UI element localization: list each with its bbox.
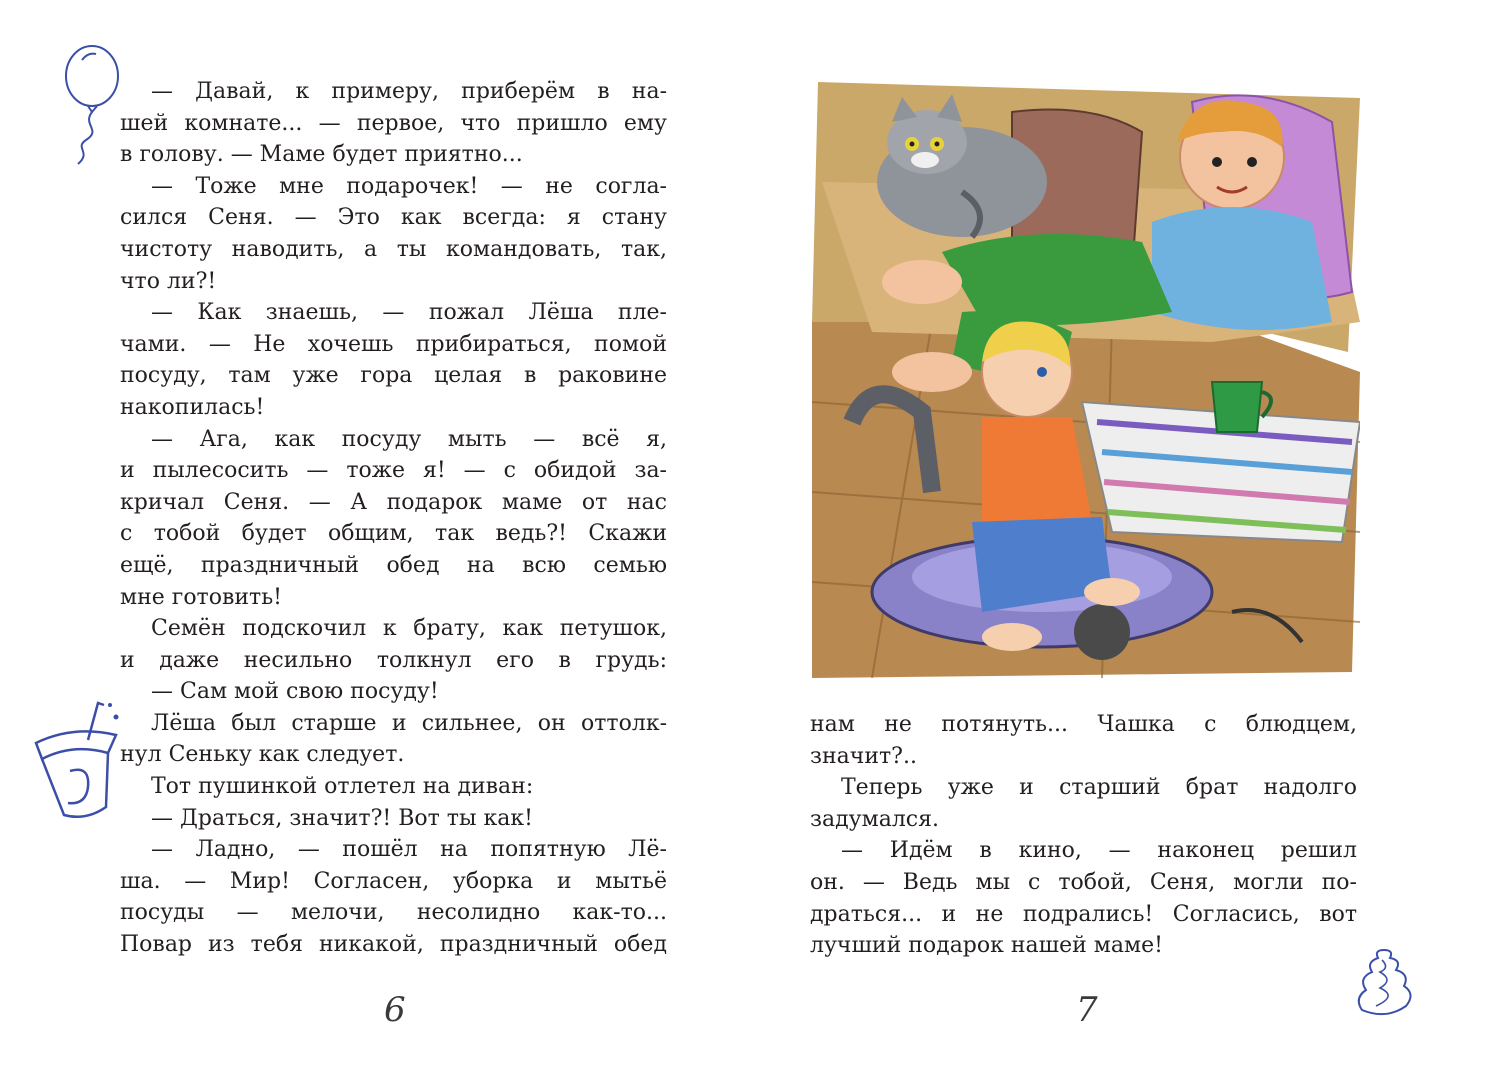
text-line: — Как знаешь, — пожал Лёша пле- [151,300,667,326]
right-page-text [810,709,1357,962]
text-line: Лёша был старше и сильнее, он оттолк- [151,710,667,736]
text-line: — Ага, как посуду мыть — всё я, [151,426,667,452]
text-line: — Драться, значит?! Вот ты как! [151,805,533,831]
text-line: — Сам мой свою посуду! [151,679,439,705]
text-line: чами. — Не хочешь прибираться, помой [120,331,667,357]
text-line: — Тоже мне подарочек! — не согла- [151,173,667,199]
text-line: задумался. [810,806,940,832]
text-line: — Идём в кино, — наконец решил [841,838,1357,864]
illustration-boys-with-cat [812,72,1360,678]
text-line: чистоту наводить, а ты командовать, так, [120,236,667,262]
text-line: накопилась! [120,394,265,420]
text-line: и даже несильно толкнул его в грудь: [120,647,667,673]
text-line: Тот пушинкой отлетел на диван: [151,774,534,800]
text-line: и пылесосить — тоже я! — с обидой за- [120,458,667,484]
text-line: нам не потянуть... Чашка с блюдцем, [810,712,1357,737]
text-line: сился Сеня. — Это как всегда: я стану [120,205,667,231]
text-line: посуду, там уже гора целая в раковине [120,363,667,389]
text-line: с тобой будет общим, так ведь?! Скажи [120,521,667,547]
text-line: лучший подарок нашей маме! [810,933,1163,959]
text-line: Семён подскочил к брату, как петушок, [151,616,667,642]
text-line: — Ладно, — пошёл на попятную Лё- [151,837,667,863]
balloon-doodle-icon [52,40,122,170]
text-line: он. — Ведь мы с тобой, Сеня, могли по- [810,869,1357,895]
text-line: — Давай, к примеру, приберём в на- [151,79,667,104]
text-line: мне готовить! [120,584,283,610]
left-page-text [120,76,667,961]
page-number: 7 [1076,990,1098,1030]
text-line: Теперь уже и старший брат надолго [841,775,1357,801]
text-line: Повар из тебя никакой, праздничный обед [120,932,667,958]
text-line: нул Сеньку как следует. [120,742,405,768]
text-line: что ли?! [120,268,217,294]
shell-doodle-icon [1348,940,1420,1030]
text-line: в голову. — Маме будет приятно... [120,142,523,168]
text-line: ещё, праздничный обед на всю семью [120,552,667,578]
text-line: ша. — Мир! Согласен, уборка и мытьё [120,868,667,894]
text-line: шей комнате... — первое, что пришло ему [120,110,667,136]
right-page [750,0,1500,1080]
page-number: 6 [384,990,406,1030]
text-line: посуды — мелочи, несолидно как-то... [120,900,667,926]
text-line: кричал Сеня. — А подарок маме от нас [120,489,667,515]
text-line: значит?.. [810,743,917,769]
text-line: драться... и не подрались! Согласись, вот [810,901,1357,927]
cup-doodle-icon [28,695,133,825]
